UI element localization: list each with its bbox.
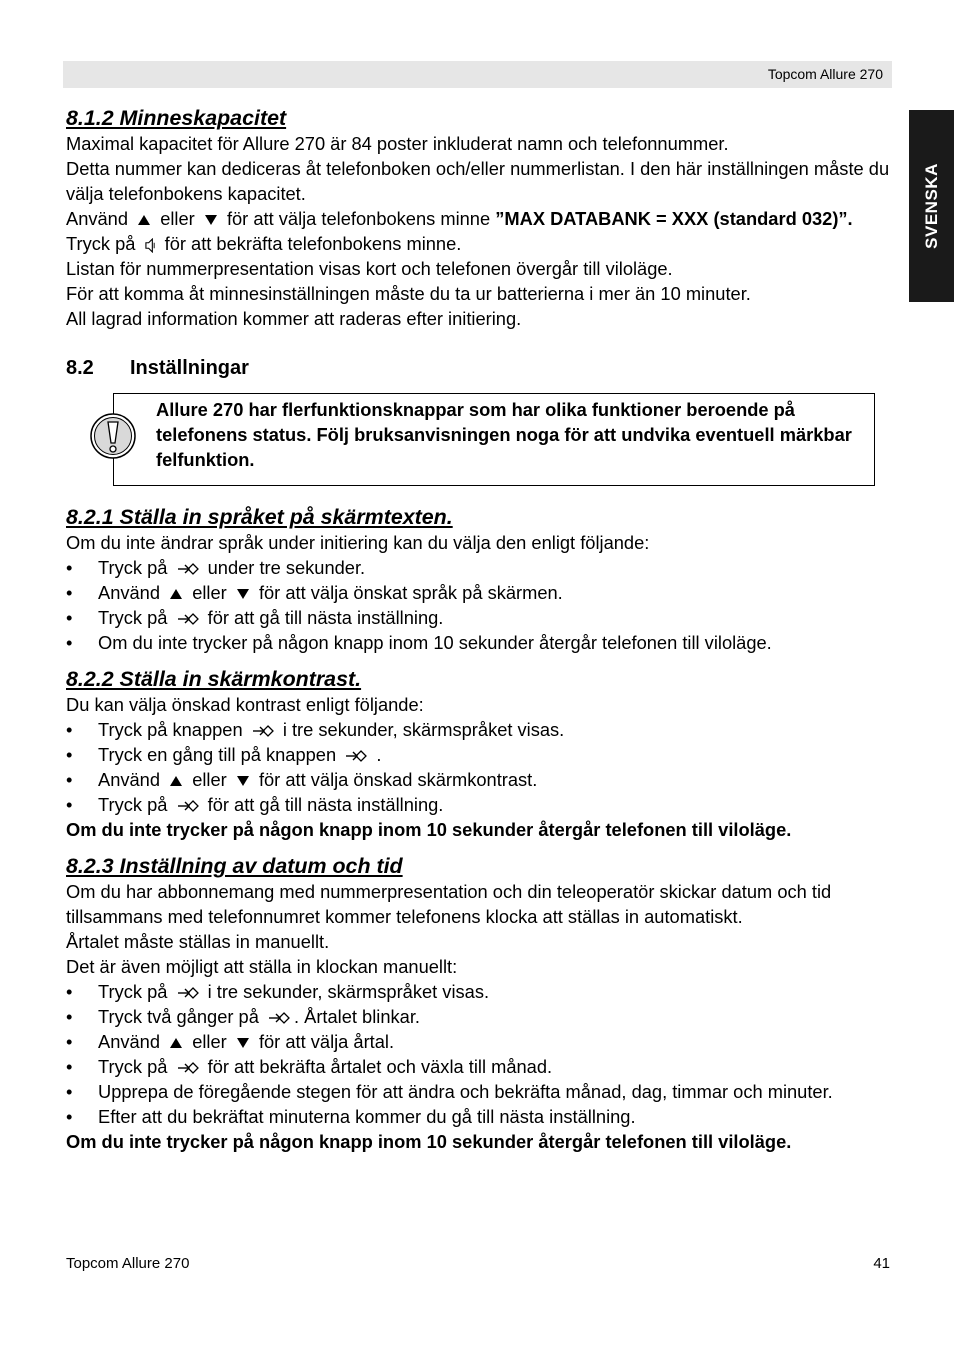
footer-product: Topcom Allure 270 <box>66 1255 190 1272</box>
section-823-p1: Om du har abbonnemang med nummerpresentation och din teleoperatör skickar datum och tid tillsammans med telefonnumret kommer telefonens klocka att ställas in automatiskt. <box>66 881 832 927</box>
arrow-down-icon <box>236 1037 250 1049</box>
text-press-twice: Tryck två gånger på <box>98 1006 259 1027</box>
text-press-again: Tryck en gång till på knappen <box>98 744 337 765</box>
text-press: Tryck på <box>98 981 168 1002</box>
section-822-note: Om du inte trycker på någon knapp inom 10 sekunder återgår telefonen till viloläge. <box>66 819 792 840</box>
text-three-seconds: under tre sekunder. <box>207 557 366 578</box>
text-confirm-year: för att bekräfta årtalet och växla till månad. <box>207 1056 553 1077</box>
text-use: Använd <box>66 208 129 229</box>
list-item <box>66 717 892 742</box>
text-select-contrast: för att välja önskad skärmkontrast. <box>258 769 538 790</box>
text-press: Tryck på <box>98 794 168 815</box>
text-select-year: för att välja årtal. <box>258 1031 395 1052</box>
text-use: Använd <box>98 769 161 790</box>
list-item <box>66 792 892 817</box>
menu-key-icon <box>177 798 199 814</box>
text-period: . <box>376 744 382 765</box>
section-822-list <box>66 717 892 817</box>
section-812-p3 <box>66 206 892 231</box>
language-tab-label: SVENSKA <box>921 163 941 249</box>
section-812-p2: Detta nummer kan dediceras åt telefonboken och/eller nummerlistan. I den här inställningen måste du välja telefonbokens kapacitet. <box>66 158 890 204</box>
header-product: Topcom Allure 270 <box>767 66 883 82</box>
list-item <box>66 1004 892 1029</box>
section-812-p7: All lagrad information kommer att raderas efter initiering. <box>66 308 522 329</box>
section-82-number: 8.2 <box>66 357 94 379</box>
text-timeout: Om du inte trycker på någon knapp inom 10 sekunder återgår telefonen till viloläge. <box>98 632 772 653</box>
text-or: eller <box>192 582 227 603</box>
text-or: eller <box>192 769 227 790</box>
arrow-down-icon <box>204 214 218 226</box>
section-822-intro: Du kan välja önskad kontrast enligt följande: <box>66 694 424 715</box>
header-bar <box>63 61 892 88</box>
menu-key-icon <box>252 723 274 739</box>
arrow-up-icon <box>169 588 183 600</box>
list-item <box>66 767 892 792</box>
section-823-p3: Det är även möjligt att ställa in klockan manuellt: <box>66 956 458 977</box>
text-select-language: för att välja önskat språk på skärmen. <box>258 582 563 603</box>
section-812-title: 8.1.2 Minneskapacitet <box>66 106 287 130</box>
list-item <box>66 630 892 655</box>
warning-text: Allure 270 har flerfunktionsknappar som har olika funktioner beroende på telefonens status. Följ bruksanvisningen noga för att undvika eventuell märkbar felfunktion. <box>156 399 852 470</box>
menu-key-icon <box>268 1010 290 1026</box>
list-item <box>66 1104 892 1129</box>
list-item <box>66 555 892 580</box>
section-823-p2: Årtalet måste ställas in manuellt. <box>66 931 330 952</box>
warning-exclamation-icon <box>90 413 136 459</box>
menu-key-icon <box>177 561 199 577</box>
section-822-title: 8.2.2 Ställa in skärmkontrast. <box>66 667 362 691</box>
text-max-databank: ”MAX DATABANK = XXX (standard 032)”. <box>495 208 853 229</box>
text-after-minutes: Efter att du bekräftat minuterna kommer du gå till nästa inställning. <box>98 1106 636 1127</box>
language-tab <box>909 110 954 302</box>
list-item <box>66 742 892 767</box>
warning-box <box>113 393 875 486</box>
section-812-p6: För att komma åt minnesinställningen måste du ta ur batterierna i mer än 10 minuter. <box>66 283 751 304</box>
text-press-button: Tryck på knappen <box>98 719 243 740</box>
text-next-setting: för att gå till nästa inställning. <box>207 794 444 815</box>
section-821-list <box>66 555 892 655</box>
list-item <box>66 1029 892 1054</box>
text-or: eller <box>192 1031 227 1052</box>
section-821-intro: Om du inte ändrar språk under initiering kan du välja den enligt följande: <box>66 532 650 553</box>
text-use: Använd <box>98 582 161 603</box>
text-press: Tryck på <box>98 607 168 628</box>
menu-key-icon <box>177 611 199 627</box>
section-823-note: Om du inte trycker på någon knapp inom 10 sekunder återgår telefonen till viloläge. <box>66 1131 792 1152</box>
speaker-icon <box>145 238 156 253</box>
section-812-p4 <box>66 231 892 256</box>
list-item <box>66 605 892 630</box>
arrow-up-icon <box>137 214 151 226</box>
arrow-up-icon <box>169 775 183 787</box>
section-82-heading <box>66 355 892 381</box>
text-use: Använd <box>98 1031 161 1052</box>
text-press: Tryck på <box>98 1056 168 1077</box>
page-content <box>66 106 892 1154</box>
section-823-list <box>66 979 892 1129</box>
text-three-seconds: i tre sekunder, skärmspråket visas. <box>207 981 490 1002</box>
section-812-p1: Maximal kapacitet för Allure 270 är 84 poster inkluderat namn och telefonnummer. <box>66 133 729 154</box>
menu-key-icon <box>177 1060 199 1076</box>
text-repeat-steps: Upprepa de föregående stegen för att ändra och bekräfta månad, dag, timmar och minuter. <box>98 1081 833 1102</box>
text-press: Tryck på <box>98 557 168 578</box>
list-item <box>66 1054 892 1079</box>
text-select-phonebook: för att välja telefonbokens minne <box>226 208 491 229</box>
section-823-title: 8.2.3 Inställning av datum och tid <box>66 854 403 878</box>
menu-key-icon <box>177 985 199 1001</box>
arrow-up-icon <box>169 1037 183 1049</box>
menu-key-icon <box>345 748 367 764</box>
section-821-title: 8.2.1 Ställa in språket på skärmtexten. <box>66 505 453 529</box>
section-812-p5: Listan för nummerpresentation visas kort och telefonen övergår till viloläge. <box>66 258 673 279</box>
section-82-title: Inställningar <box>130 357 249 379</box>
text-confirm-phonebook: för att bekräfta telefonbokens minne. <box>164 233 462 254</box>
text-or: eller <box>160 208 195 229</box>
arrow-down-icon <box>236 775 250 787</box>
text-year-blinks: . Årtalet blinkar. <box>293 1006 420 1027</box>
footer-page-number: 41 <box>873 1255 890 1272</box>
list-item <box>66 979 892 1004</box>
text-three-seconds: i tre sekunder, skärmspråket visas. <box>282 719 565 740</box>
list-item <box>66 1079 892 1104</box>
text-press: Tryck på <box>66 233 136 254</box>
list-item <box>66 580 892 605</box>
text-next-setting: för att gå till nästa inställning. <box>207 607 444 628</box>
arrow-down-icon <box>236 588 250 600</box>
